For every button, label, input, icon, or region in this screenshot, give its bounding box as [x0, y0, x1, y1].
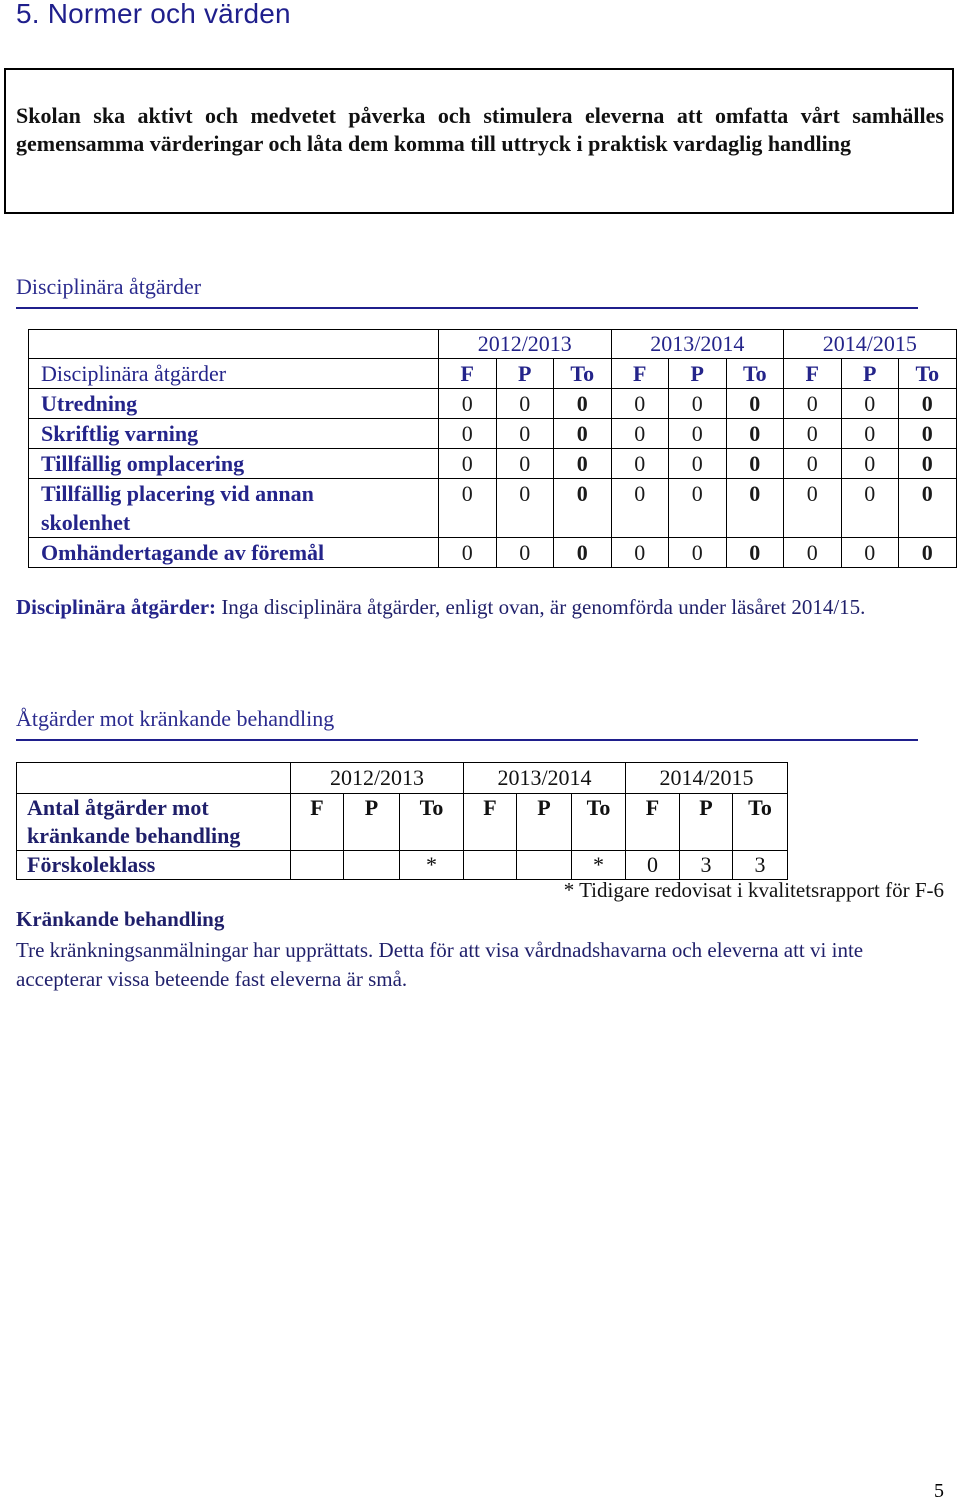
- table-cell: [291, 851, 344, 880]
- table-cell: 0: [726, 449, 784, 479]
- row-label: Tillfällig placering vid annan skolenhet: [29, 479, 439, 538]
- sub-column-header: P: [517, 794, 572, 851]
- table-cell: 0: [611, 538, 669, 568]
- year-header: 2013/2014: [464, 763, 626, 794]
- sub-column-header: F: [611, 359, 669, 389]
- table-cell: 0: [496, 389, 554, 419]
- sub-column-header: To: [899, 359, 957, 389]
- table-cell: 0: [554, 538, 612, 568]
- sub-column-header: P: [680, 794, 733, 851]
- table-cell: 0: [496, 419, 554, 449]
- table-cell: 0: [496, 538, 554, 568]
- table-cell: 0: [784, 389, 842, 419]
- sub-column-header: To: [733, 794, 788, 851]
- table-cell: 3: [680, 851, 733, 880]
- table-cell: *: [400, 851, 464, 880]
- disciplinary-summary: [16, 593, 936, 621]
- sub-column-header: F: [464, 794, 517, 851]
- disciplinary-heading: Disciplinära åtgärder: [16, 274, 202, 299]
- table-cell: 0: [899, 479, 957, 538]
- sub-column-header: To: [400, 794, 464, 851]
- row-label: Skriftlig varning: [29, 419, 439, 449]
- sub-column-header: P: [496, 359, 554, 389]
- intro-box: [4, 68, 954, 214]
- table-cell: 0: [611, 419, 669, 449]
- table-row: [29, 479, 957, 538]
- table-cell: 0: [554, 419, 612, 449]
- table-row: [29, 419, 957, 449]
- table-footnote: * Tidigare redovisat i kvalitetsrapport för F-6: [563, 878, 944, 902]
- header-blank-cell: [17, 763, 291, 794]
- table-cell: 0: [554, 389, 612, 419]
- row-header: Disciplinära åtgärder: [29, 359, 439, 389]
- sub-column-header: F: [626, 794, 680, 851]
- table-cell: 0: [784, 479, 842, 538]
- table-cell: 0: [784, 538, 842, 568]
- sub-column-header: F: [291, 794, 344, 851]
- header-blank-cell: [29, 330, 439, 359]
- sub-column-header: F: [439, 359, 497, 389]
- table-cell: 0: [439, 389, 497, 419]
- table-cell: 0: [554, 449, 612, 479]
- table-cell: 0: [841, 538, 899, 568]
- table-cell: 0: [439, 419, 497, 449]
- table-cell: 0: [784, 419, 842, 449]
- table-row: [17, 851, 788, 880]
- bullying-table: [16, 762, 788, 880]
- table-cell: 0: [841, 419, 899, 449]
- year-header: 2013/2014: [611, 330, 784, 359]
- bullying-text: Tre kränkningsanmälningar har upprättats. Detta för att visa vårdnadshavarna och eleverna att vi inte accepterar vissa beteende fast eleverna är små.: [16, 938, 864, 991]
- heading-rule: [16, 307, 918, 309]
- table-cell: 0: [841, 479, 899, 538]
- disciplinary-table: [28, 329, 957, 568]
- table-cell: 0: [726, 538, 784, 568]
- table-cell: [464, 851, 517, 880]
- intro-text: Skolan ska aktivt och medvetet påverka och stimulera eleverna att omfatta vårt samhälles gemensamma värderingar och låta dem komma till uttryck i praktisk vardaglig handling: [16, 103, 944, 156]
- table-cell: 0: [726, 389, 784, 419]
- table-cell: 0: [611, 449, 669, 479]
- table-cell: 0: [899, 538, 957, 568]
- year-header: 2014/2015: [784, 330, 957, 359]
- sub-column-header: F: [784, 359, 842, 389]
- table-row: [29, 449, 957, 479]
- table-cell: 0: [496, 479, 554, 538]
- row-label: Utredning: [29, 389, 439, 419]
- table-cell: 0: [899, 419, 957, 449]
- table-cell: 0: [669, 449, 727, 479]
- bullying-subheading: Kränkande behandling: [16, 907, 225, 931]
- year-header: 2014/2015: [626, 763, 788, 794]
- table-cell: 0: [669, 538, 727, 568]
- sub-column-header: P: [669, 359, 727, 389]
- table-cell: 0: [669, 389, 727, 419]
- page-number: 5: [934, 1480, 944, 1502]
- table-cell: 0: [626, 851, 680, 880]
- table-row: [29, 538, 957, 568]
- sub-column-header: To: [554, 359, 612, 389]
- heading-rule: [16, 739, 918, 741]
- row-label: Förskoleklass: [17, 851, 291, 880]
- table-cell: 0: [496, 449, 554, 479]
- table-cell: 0: [841, 449, 899, 479]
- table-cell: 0: [669, 479, 727, 538]
- row-header: Antal åtgärder mot kränkande behandling: [17, 794, 291, 851]
- row-label: Omhändertagande av föremål: [29, 538, 439, 568]
- year-header: 2012/2013: [291, 763, 464, 794]
- table-cell: 0: [669, 419, 727, 449]
- sub-column-header: P: [841, 359, 899, 389]
- section-title: 5. Normer och värden: [16, 0, 291, 29]
- table-cell: 0: [439, 538, 497, 568]
- year-header: 2012/2013: [439, 330, 612, 359]
- table-cell: 0: [439, 449, 497, 479]
- sub-column-header: To: [572, 794, 626, 851]
- table-cell: 3: [733, 851, 788, 880]
- summary-text: Inga disciplinära åtgärder, enligt ovan, är genomförda under läsåret 2014/15.: [221, 595, 866, 619]
- table-cell: 0: [611, 479, 669, 538]
- table-cell: 0: [899, 389, 957, 419]
- table-cell: 0: [554, 479, 612, 538]
- summary-label: Disciplinära åtgärder:: [16, 595, 217, 619]
- bullying-heading: Åtgärder mot kränkande behandling: [16, 706, 335, 731]
- table-cell: [517, 851, 572, 880]
- table-cell: [344, 851, 400, 880]
- table-cell: 0: [611, 389, 669, 419]
- table-cell: 0: [726, 419, 784, 449]
- table-cell: 0: [726, 479, 784, 538]
- table-cell: 0: [439, 479, 497, 538]
- table-cell: *: [572, 851, 626, 880]
- table-cell: 0: [784, 449, 842, 479]
- table-cell: 0: [841, 389, 899, 419]
- table-row: [29, 389, 957, 419]
- sub-column-header: P: [344, 794, 400, 851]
- row-label: Tillfällig omplacering: [29, 449, 439, 479]
- table-cell: 0: [899, 449, 957, 479]
- sub-column-header: To: [726, 359, 784, 389]
